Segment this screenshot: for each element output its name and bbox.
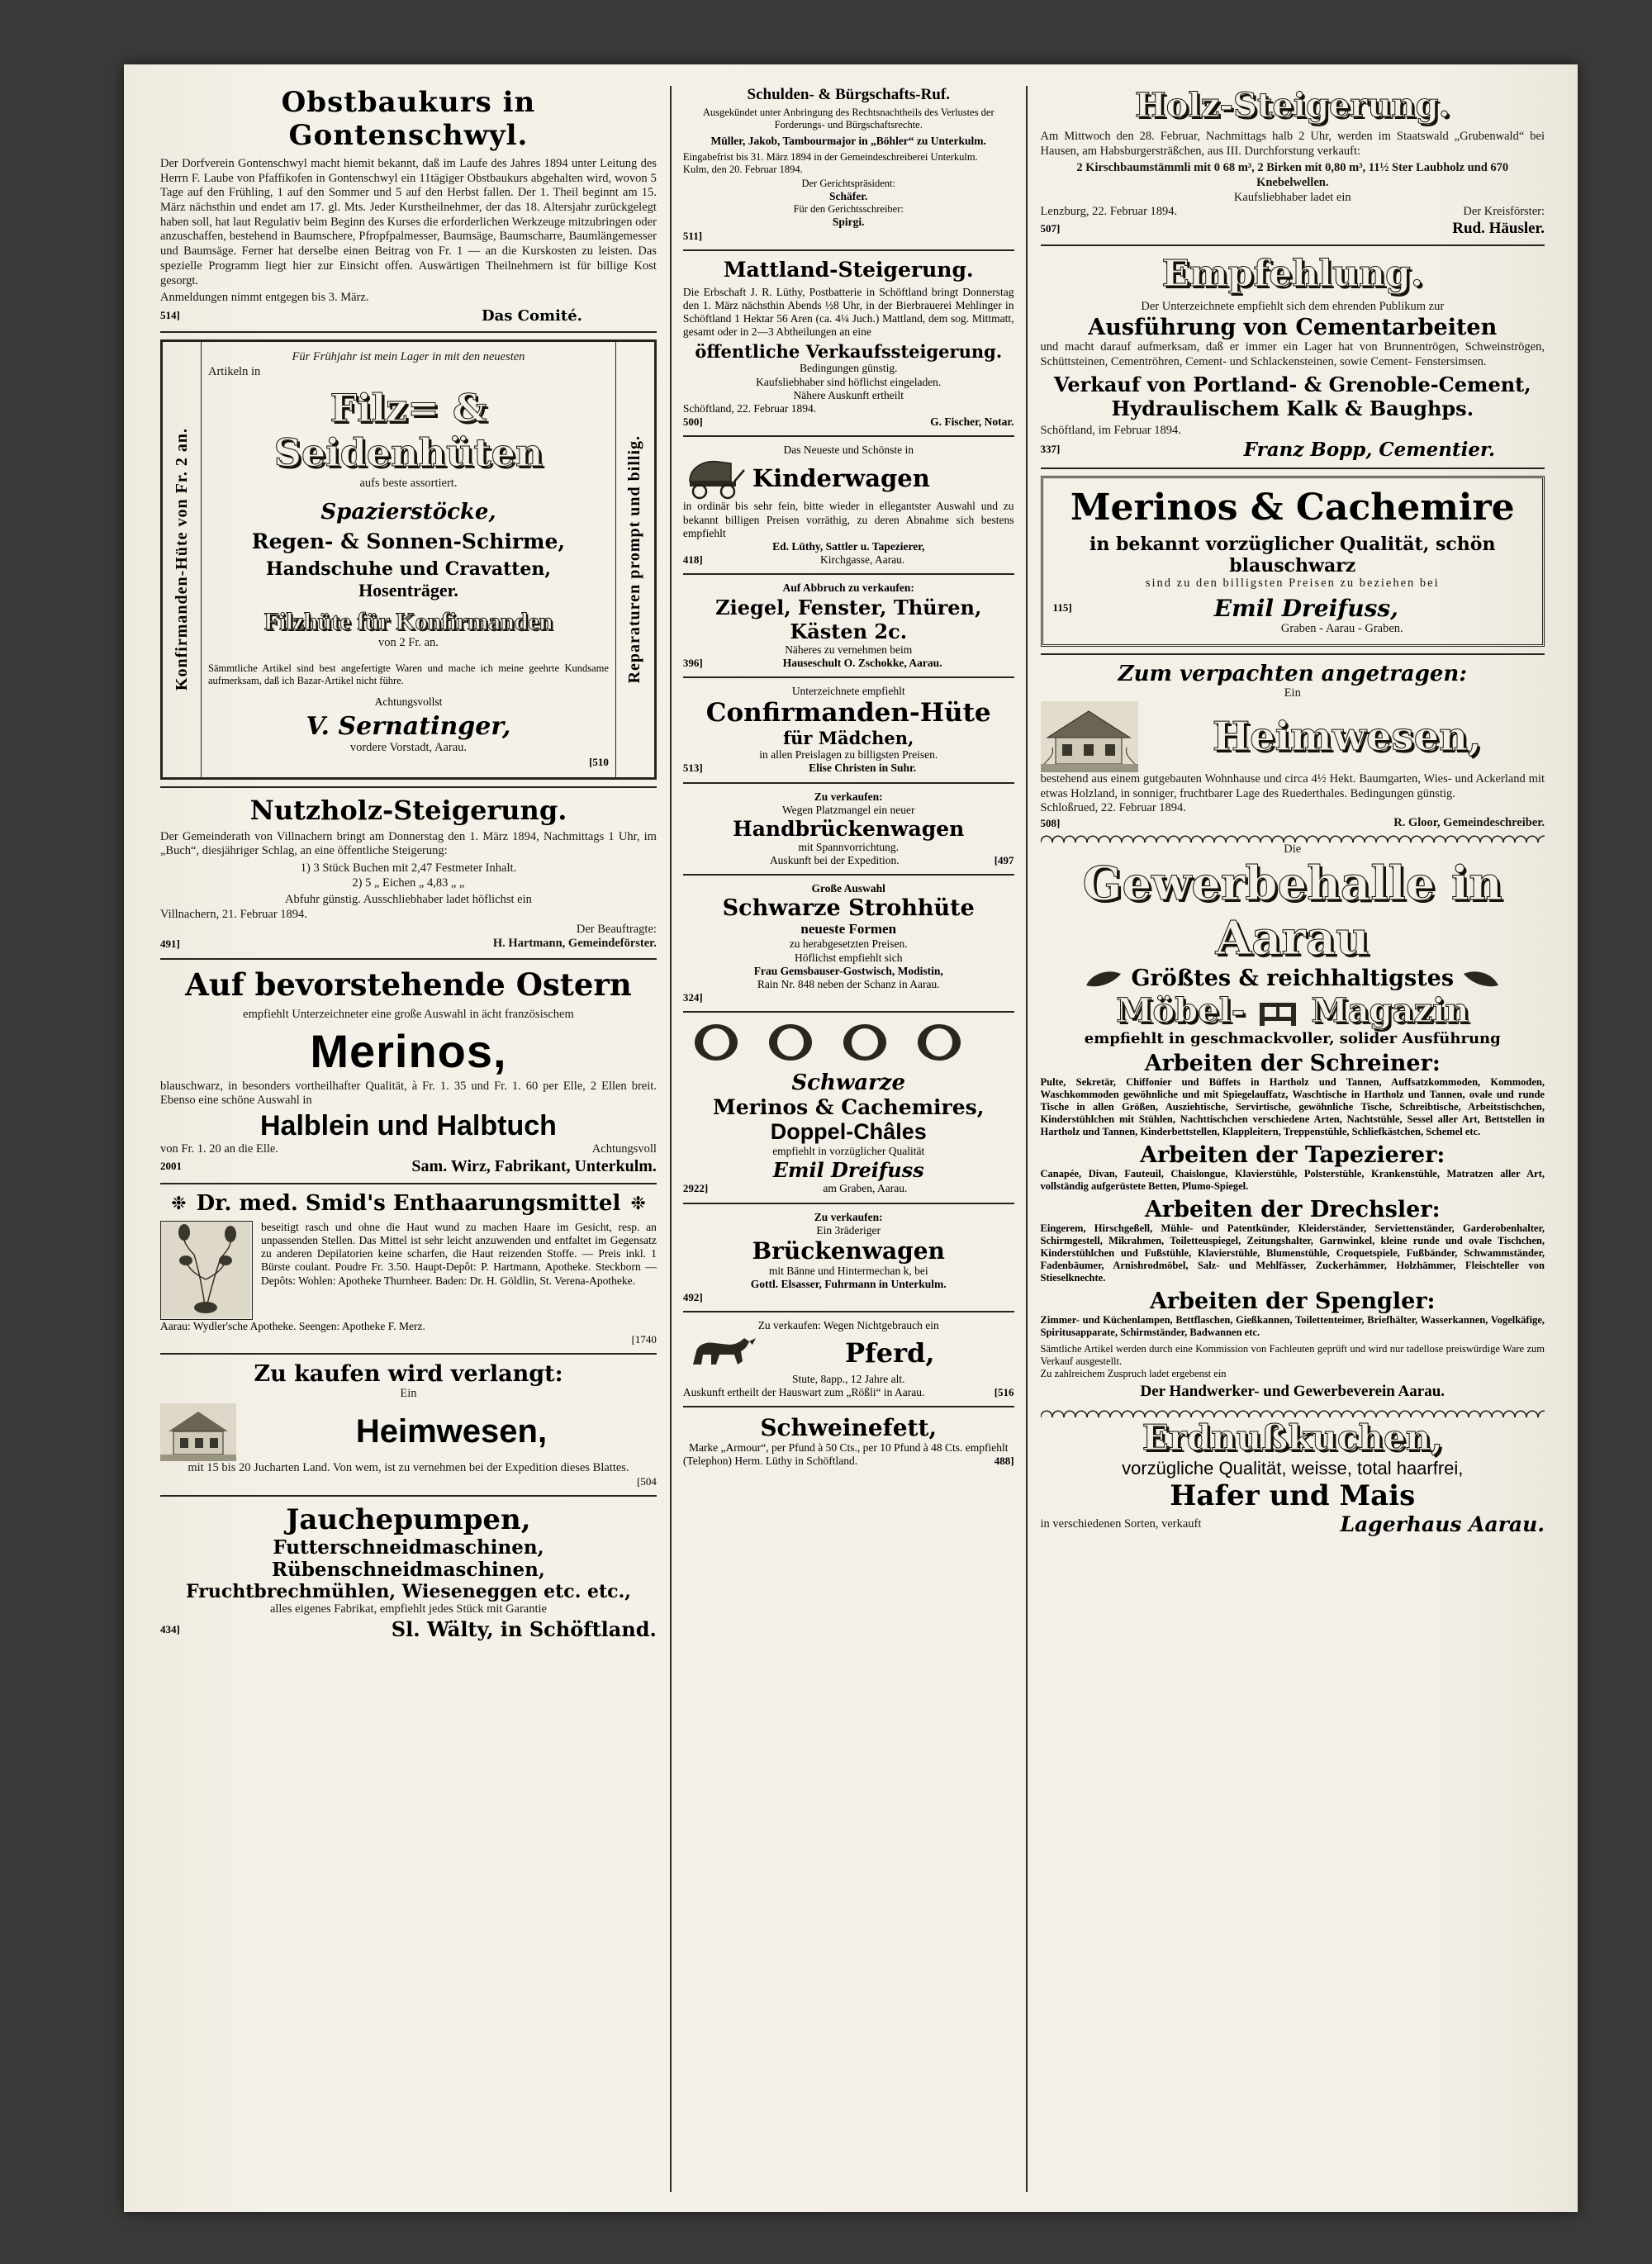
ad-sernatinger-hats [160, 339, 657, 780]
ad-line-2: (Telephon) Herm. Lüthy in Schöftland. [682, 1455, 858, 1468]
divider [683, 573, 1014, 575]
ad-advertiser-name: Emil Dreifuss, [1213, 594, 1398, 622]
ad-number: 492] [682, 1291, 703, 1304]
ad-item-5: Filzhüte für Konfirmanden [263, 607, 553, 635]
ad-headline: Heimwesen, [355, 1413, 548, 1450]
divider [1041, 468, 1545, 469]
ad-respect: Achtungsvoll [591, 1142, 657, 1156]
divider [683, 249, 1014, 251]
ad-line-3: alles eigenes Fabrikat, empfiehlt jedes Stück mit Garantie [269, 1602, 547, 1616]
ad-number: 511] [682, 229, 703, 242]
ad-section-title-4: Arbeiten der Spengler: [1149, 1289, 1436, 1315]
ad-headline: Handbrückenwagen [733, 816, 965, 841]
divider [683, 676, 1014, 678]
ad-title: Obstbaukurs in Gontenschwyl. [281, 86, 536, 152]
ad-signature: G. Fischer, Notar. [930, 415, 1014, 429]
ad-number: 434] [160, 1622, 180, 1635]
ad-condition-2: Kaufsliebhaber sind höflichst eingeladen. [756, 375, 942, 388]
ad-number: 2922] [682, 1182, 709, 1195]
column-1 [152, 86, 670, 2192]
ad-title: Zu kaufen wird verlangt: [254, 1360, 563, 1387]
ad-headline: Merinos & Cachemire [1070, 486, 1515, 529]
newspaper-page [124, 64, 1578, 2212]
ad-empfehlung-bopp [1041, 253, 1545, 461]
ad-headline: Kinderwagen [752, 464, 930, 493]
ad-place: Schöftland, 22. Februar 1894. [682, 401, 817, 415]
ad-title: Dr. med. Smid's Enthaarungsmittel [196, 1190, 621, 1216]
furniture-icon [1256, 996, 1299, 1026]
ad-headline: öffentliche Verkaufssteigerung. [695, 341, 1003, 363]
divider [1041, 653, 1545, 655]
ad-line-1: vorzügliche Qualität, weisse, total haarfrei, [1122, 1458, 1464, 1479]
ad-title: Empfehlung. [1161, 253, 1424, 296]
ad-line-2: für Mädchen, [783, 728, 914, 749]
wave-divider [1041, 831, 1545, 842]
ad-ein: Ein [400, 1386, 417, 1400]
ad-line-1: Das Neueste und Schönste in [783, 444, 914, 457]
ad-number: 418] [682, 553, 703, 567]
ad-headline-2: Hafer und Mais [1170, 1479, 1416, 1513]
herb-illustration-icon [161, 1222, 250, 1317]
ad-body: Der Dorfverein Gontenschwyl macht hiemit bekannt, daß im Laufe des Jahres 1894 unter Leitung des Herrn F. Laube von Pfaffikofen in Gontenschwyl ein 11tägiger Obstbaukurs abgehalten wird, wovon 5 Tage auf den Frühling, 1 auf den Sommer und 5 auf den Herbst fallen. Der 1. Theil beginnt am 15. März nächsthin und endet am 17. gl. Mts. Jeder Kurstheilnehmer, der das 18. Altersjahr zurückgelegt haben soll, hat laut Regulativ beim Beginn des Kurses die erforderlichen Werkzeuge mitzubringen oder anzuschaffen, bestehend in Baumschere, Pfropfpalmesser, Baumsäge, Baumscharre, Baumlängemesser und Baumsäge. Ferner hat derselbe einen Beitrag von Fr. 1 — an die Kurskosten zu leisten. Das spezielle Programm liegt hier zur Einsicht offen. Auswärtigen Theilnehmern ist für billige Kost gesorgt. [160, 157, 657, 287]
ad-line-1: Zu verkaufen: [814, 1210, 883, 1223]
ad-body: Der Gemeinderath von Villnachern bringt am Donnerstag den 1. März 1894, Nachmittags 1 Uhr, im „Buch“, diesjähriger Schlag, an eine öffentliche Steigerung: [160, 829, 657, 858]
ad-address: Kirchgasse, Aarau. [819, 553, 905, 567]
ad-title: Gewerbehalle in Aarau [1082, 857, 1502, 966]
ad-place: Kulm, den 20. Februar 1894. [682, 164, 803, 176]
ad-headline: Brückenwagen [752, 1236, 945, 1265]
ad-item-4: Hosenträger. [358, 579, 458, 600]
ad-erdnusskuchen [1041, 1417, 1545, 1536]
ad-number: 491] [160, 937, 180, 951]
ad-sign-role: Der Gerichtspräsident: [801, 178, 895, 190]
ad-item-2: Regen- & Sonnen-Schirme, [251, 529, 566, 553]
ad-line: empfiehlt Unterzeichneter eine große Auswahl in ächt französischem [243, 1008, 574, 1021]
divider [1041, 244, 1545, 246]
divider [160, 1353, 657, 1355]
ad-advertiser-name: Emil Dreifuss [772, 1158, 924, 1183]
ad-headline: Merinos, [310, 1024, 507, 1077]
ad-abbruch-verkauf [683, 581, 1014, 670]
ad-headline: Erdnußkuchen, [1142, 1417, 1443, 1459]
divider [683, 1011, 1014, 1013]
ad-line-1: Unterzeichnete empfiehlt [791, 684, 905, 697]
leaf-ornament-icon [1085, 969, 1123, 989]
ad-line-1: Zu verkaufen: Wegen Nichtgebrauch ein [757, 1319, 939, 1332]
ad-merinos-dreifuss-small [683, 1070, 1014, 1195]
ad-advertiser-name: Ed. Lüthy, Sattler u. Tapezierer, [772, 540, 925, 553]
ad-side-text-left: Konfirmanden-Hüte von Fr. 2 an. [172, 428, 191, 691]
ad-number: [516 [994, 1385, 1014, 1398]
ad-body: beseitigt rasch und ohne die Haut wund zu machen Haare im Gesicht, resp. an unpassenden Stellen. Das Mittel ist sehr leicht anzuwenden und entfaltet im Gegensatz zu anderen Depilatorien keine scharfen, die Haut reizenden Stoffe. — Preis inkl. 1 Bürste coulant. Poudre Fr. 3.50. Haupt-Depôt: P. Hartmann, Apotheke. Steckborn — Depôts: Wohlen: Apotheke Thurnheer. Baden: Dr. H. Göldlin, St. Verena-Apotheke. [261, 1220, 657, 1287]
ad-advertiser-name: Elise Christen in Suhr. [809, 762, 917, 775]
ad-subtitle: Größtes & reichhaltigstes [1131, 966, 1455, 992]
ad-number: [510 [589, 755, 609, 768]
ad-schweinefett [683, 1414, 1014, 1468]
ad-title: Mattland-Steigerung. [723, 257, 974, 282]
ad-title: Nutzholz-Steigerung. [249, 794, 567, 826]
ad-body-2: Aarau: Wydler'sche Apotheke. Seengen: Apotheke F. Merz. [160, 1319, 425, 1332]
ad-headline: Ausführung von Cementarbeiten [1088, 314, 1498, 340]
house-illustration-icon [160, 1403, 236, 1461]
ad-closing: Anmeldungen nimmt entgegen bis 3. März. [160, 291, 369, 305]
ad-line-4: Auskunft bei der Expedition. [769, 854, 900, 867]
ad-headline: Merinos & Cachemires, [713, 1095, 985, 1120]
ad-item-1: Spazierstöcke, [320, 499, 496, 524]
ad-item-6: von 2 Fr. an. [378, 635, 439, 649]
ad-word-2: Magazin [1311, 991, 1469, 1031]
ad-condition-1: Bedingungen günstig. [799, 362, 898, 375]
ad-kinderwagen [683, 444, 1014, 567]
ad-title: Holz-Steigerung. [1134, 86, 1450, 125]
ad-body: Am Mittwoch den 28. Februar, Nachmittags halb 2 Uhr, werden im Staatswald „Grubenwald“ bei Hausen, am Habsburgersträßchen, aus III. Durchforstung verkauft: [1040, 130, 1545, 158]
ad-line-2: Hydraulischem Kalk & Baughps. [1111, 396, 1474, 421]
ad-note-1: Sämtliche Artikel werden durch eine Kommission von Fachleuten geprüft und wird nur tadellose preiswürdige Ware zum Verkauf ausgestellt. [1040, 1343, 1545, 1368]
ad-line-3: empfiehlt in geschmackvoller, solider Ausführung [1084, 1030, 1501, 1048]
ad-note-2: Zu zahlreichem Zuspruch ladet ergebenst ein [1040, 1368, 1227, 1380]
ad-section-body-3: Eingerem, Hirschgeßell, Mühle- und Patentkünder, Kleiderständer, Serviettenständer, Garderobenhalter, Schirmgestell, Mikrahmen, Toiletteuspiegel, Zeitungshalter, Garnwinkel, kleine runde und ovale Tischchen, Kinderstühlchen und Fußstühle, Klavierstühle, Blumenstühle, Croquetspiele, Fußbänder, Schwammständer, Fadenbäumer, Arnishrodmöbel, Salz- und Mehlfässer, Zuckerhämmer, Holzhämmer, Fleischteller von Stieselknechte. [1040, 1222, 1545, 1284]
ad-heimwesen-verpachten [1041, 662, 1545, 830]
ad-place: Villnachern, 21. Februar 1894. [160, 907, 307, 921]
ad-jauchepumpen [160, 1503, 657, 1641]
ad-brueckenwagen [683, 1211, 1014, 1305]
ad-number: 2001 [160, 1160, 182, 1173]
ad-sign-name-2: Spirgi. [832, 216, 865, 229]
ad-headline-2: Halblein und Halbtuch [260, 1110, 557, 1142]
ad-heimwesen-kaufen [160, 1361, 657, 1488]
ad-number: 488] [994, 1455, 1014, 1468]
flower-icon: ❉ [171, 1192, 187, 1213]
ad-advertiser-name: Hauseschult O. Zschokke, Aarau. [782, 656, 942, 669]
ad-address: Graben - Aarau - Graben. [1280, 621, 1403, 635]
ad-line-1: in bekannt vorzüglicher Qualität, schön blauschwarz [1089, 533, 1496, 577]
ad-strohhuete [683, 882, 1014, 1004]
ad-body: in ordinär bis sehr fein, bitte wieder in ellegantster Auswahl und zu bekannt billigen Preisen vorräthig, zu deren Abnahme sich bestens empfiehlt [682, 500, 1014, 539]
ad-handbrueckenwagen [683, 790, 1014, 868]
ad-number: 508] [1040, 816, 1061, 829]
ad-sign-role: Der Kreisförster: [1463, 205, 1545, 219]
ad-note: Kaufsliebhaber ladet ein [1233, 190, 1351, 204]
ad-line-1: Futterschneidmaschinen, Rübenschneidmaschinen, [272, 1536, 545, 1582]
ad-headline: Schweinefett, [760, 1413, 938, 1441]
ad-number: [1740 [631, 1332, 657, 1346]
ad-headline: Filz= & Seidenhüten [273, 386, 544, 476]
ad-nutzholz-steigerung [160, 795, 657, 952]
ad-line-2: Stute, 8app., 12 Jahre alt. [791, 1372, 905, 1385]
ad-address: Rain Nr. 848 neben der Schanz in Aarau. [757, 978, 940, 990]
ad-line-2: in verschiedenen Sorten, verkauft [1040, 1517, 1202, 1531]
wave-divider [1041, 1406, 1545, 1417]
ad-number: 396] [682, 656, 703, 669]
ad-signature: Das Comité. [482, 306, 582, 325]
ad-body: Näheres zu vernehmen beim [785, 643, 913, 656]
divider [160, 958, 657, 960]
ad-line-3: in allen Preislagen zu billigsten Preisen. [759, 748, 938, 762]
flower-icon: ❉ [630, 1192, 646, 1213]
ad-line-2: sind zu den billigsten Preisen zu beziehen bei [1145, 576, 1440, 590]
ad-section-body-2: Canapée, Divan, Fauteuil, Chaislongue, Klavierstühle, Polsterstühle, Krankenstühle, Matratzen aller Art, vollständig aufgerüstete Betten, Plumo-Spiegel. [1040, 1168, 1545, 1193]
divider [683, 874, 1014, 876]
ornament-band [683, 1019, 1014, 1066]
ad-line-1: Für Frühjahr ist mein Lager in mit den neuesten [292, 349, 525, 363]
divider [683, 782, 1014, 784]
ad-section-body-1: Pulte, Sekretär, Chiffonier und Büffets in Hartholz und Tannen, Auffsatzkommoden, Kommoden, Waschkommoden gewöhnliche und mit Spiegelauffatz, Waschtische in Hartholz und Tannen, ovale und runde Tische in allen Größen, Ausziehtische, Servirtische, gewöhnliche Tische, Schreibtische, Arbeitstischchen, Kinderstühlchen mit Stühlen, Nachttischchen verschiedene Arten, Nachtstühle, Sessel aller Art, Bettstellen in Hartholz und Tannen, Kinderbettstellen, Klappleitern, Treppenstühle, Schliefkästchen, Schemel etc. [1040, 1076, 1545, 1138]
ad-confirmanden-huete [683, 685, 1014, 776]
ad-headline-2: Doppel-Châles [770, 1119, 927, 1145]
ad-note: Abfuhr günstig. Ausschliebhaber ladet höflichst ein [285, 893, 532, 907]
ad-line-3: mit Spannvorrichtung. [798, 840, 899, 853]
ad-headline: Pferd, [844, 1336, 935, 1369]
ad-enthaarungsmittel [160, 1191, 657, 1346]
divider [683, 1406, 1014, 1407]
ad-number: [504 [637, 1475, 657, 1488]
ad-body-2: und macht darauf aufmerksam, daß er immer ein Lager hat von Brunnentrögen, Schweinströgen, Schüttsteinen, Cementröhren, Cement- und Schlackensteinen, sowie Cement- Fenstersimsen. [1040, 339, 1545, 368]
ad-pferd [683, 1319, 1014, 1399]
ad-item-3: Handschuhe und Cravatten, [265, 558, 552, 580]
ad-holz-steigerung [1041, 86, 1545, 238]
ad-line-0: Die [1284, 842, 1302, 856]
pram-illustration-icon [683, 457, 748, 500]
ad-sign-2: H. Hartmann, Gemeindeförster. [492, 937, 657, 951]
farmhouse-illustration-icon [1041, 701, 1138, 772]
ad-line-1: Auf Abbruch zu verkaufen: [782, 581, 914, 595]
ad-place: Schloßrued, 22. Februar 1894. [1040, 801, 1186, 815]
ad-debtor: Müller, Jakob, Tambourmajor in „Böhler“ zu Unterkulm. [710, 135, 986, 147]
divider [160, 1495, 657, 1497]
ad-line-2: Artikeln in [208, 364, 261, 378]
ad-illustration [160, 1221, 253, 1320]
ad-line-3: Auskunft ertheilt der Hauswart zum „Rößli“ in Aarau. [682, 1385, 925, 1398]
ad-number: 115] [1052, 601, 1072, 615]
column-2 [670, 86, 1028, 2192]
ad-line-1: Zum verpachten angetragen: [1118, 662, 1467, 687]
ad-address: vordere Vorstadt, Aarau. [349, 740, 468, 754]
ad-headline: Schwarze Strohhüte [722, 895, 975, 922]
ad-note: Sämmtliche Artikel sind best angefertigte Waren und mache ich meine geehrte Kundsame aufmerksam, daß ich Bazar-Artikel nicht führe. [208, 662, 609, 686]
ad-line-1: Schwarze [791, 1070, 906, 1096]
ad-number: 513] [682, 762, 703, 775]
column-3 [1028, 86, 1553, 2192]
ad-condition-3: Nähere Auskunft ertheilt [793, 388, 904, 401]
ad-place: Lenzburg, 22. Februar 1894. [1040, 205, 1178, 219]
ad-subline: aufs beste assortiert. [359, 477, 458, 491]
ad-advertiser-name: Sl. Wälty, in Schöftland. [391, 1617, 657, 1641]
ad-number: 500] [682, 415, 703, 429]
horse-illustration-icon [683, 1333, 759, 1373]
ad-line-3: mit Bänne und Hintermechan k, bei [768, 1264, 928, 1277]
ad-side-text-right: Reparaturen prompt und billig. [625, 434, 644, 684]
ad-line-2: neueste Formen [800, 921, 897, 937]
ad-respect: Achtungsvollst [374, 695, 443, 708]
ad-item-2: 2) 5 „ Eichen „ 4,83 „ „ [352, 876, 465, 890]
ad-title: Auf bevorstehende Ostern [185, 966, 632, 1003]
ad-quality-1: blauschwarz, in besonders vortheilhafter Qualität, à Fr. 1. 35 und Fr. 1. 60 per Elle, 2 Ellen breit. Ebenso eine schöne Auswahl in [160, 1079, 657, 1108]
ad-deadline: Eingabefrist bis 31. März 1894 in der Gemeindeschreiberei Unterkulm. [682, 151, 978, 164]
ad-line-1: Zu verkaufen: [814, 790, 883, 803]
ad-title: Schulden- & Bürgschafts-Ruf. [747, 86, 950, 103]
ad-line: mit 15 bis 20 Jucharten Land. Von wem, ist zu vernehmen bei der Expedition dieses Blattes. [188, 1460, 629, 1474]
ad-headline: Ziegel, Fenster, Thüren, Kästen 2c. [715, 595, 982, 643]
ad-advertiser-name: Lagerhaus Aarau. [1340, 1512, 1545, 1537]
ad-body: bestehend aus einem gutgebauten Wohnhause und circa 4½ Hekt. Baumgarten, Wies- und Ackerland mit etwas Holzland, in sonniger, fruchtbarer Lage des Ruederthales. Bedingungen günstig. [1040, 771, 1545, 800]
ad-line-2: Ein 3räderiger [816, 1223, 881, 1236]
ad-line-2: Fruchtbrechmühlen, Wieseneggen etc. etc., [186, 1581, 631, 1603]
ad-advertiser-name: Franz Bopp, Cementier. [1243, 438, 1495, 461]
ad-line-2: Wegen Platzmangel ein neuer [781, 803, 915, 816]
ad-section-title-1: Arbeiten der Schreiner: [1144, 1051, 1441, 1077]
columns-container [152, 86, 1553, 2192]
ad-sign-1: Der Beauftragte: [576, 922, 657, 936]
ad-number: [497 [994, 854, 1014, 867]
ad-advertiser-name: Gottl. Elsasser, Fuhrmann in Unterkulm. [750, 1278, 947, 1291]
divider [160, 1183, 657, 1184]
ad-line-1: Große Auswahl [811, 882, 885, 895]
ad-item-1: 1) 3 Stück Buchen mit 2,47 Festmeter Inhalt. [300, 861, 517, 875]
ad-address: am Graben, Aarau. [823, 1182, 908, 1195]
ad-merinos-cachemire-dreifuss [1041, 476, 1545, 647]
ad-gewerbehalle-aarau [1041, 842, 1545, 1402]
divider [683, 435, 1014, 437]
ad-line-2: empfiehlt in vorzüglicher Qualität [772, 1145, 925, 1158]
divider [160, 331, 657, 333]
leaf-ornament-icon [1462, 969, 1500, 989]
divider [683, 1311, 1014, 1312]
ad-line-3: zu herabgesetzten Preisen. [789, 937, 908, 951]
ad-number: 337] [1040, 443, 1061, 456]
ad-schuldenruf [683, 86, 1014, 243]
ad-sign-role-2: Für den Gerichtsschreiber: [793, 203, 904, 216]
ad-line-1: Marke „Armour“, per Pfund à 50 Cts., per 10 Pfund à 48 Cts. empfiehlt [688, 1441, 1009, 1454]
ad-obstbaukurs [160, 86, 657, 325]
ad-items: 2 Kirschbaumstämmli mit 0 68 m³, 2 Birken mit 0,80 m³, 11½ Ster Laubholz und 670 Knebelwellen. [1076, 161, 1509, 190]
ad-advertiser-name: Frau Gemsbauser-Gostwisch, Modistin, [753, 964, 943, 977]
ad-advertiser-name: V. Sernatinger, [306, 711, 511, 741]
ad-number: 514] [160, 309, 180, 322]
ad-merinos-wirz [160, 966, 657, 1176]
ad-line-4: Höflichst empfiehlt sich [794, 951, 903, 964]
ad-place: Schöftland, im Februar 1894. [1040, 424, 1181, 438]
ad-section-title-2: Arbeiten der Tapezierer: [1140, 1142, 1446, 1169]
ad-advertiser-name: R. Gloor, Gemeindeschreiber. [1393, 816, 1545, 829]
ad-body: Die Erbschaft J. R. Lüthy, Postbatterie in Schöftland bringt Donnerstag den 1. März nächsthin Abends ½8 Uhr, in der Bierbrauerei Mehlinger in Schöftland 1 Hektar 56 Aren (ca. 4¼ Juch.) Mattland, dem sog. Mittmatt, gesamt oder in 2—3 Abtheilungen an eine [682, 285, 1014, 339]
ad-mattland-steigerung [683, 258, 1014, 430]
ad-quality-2: von Fr. 1. 20 an die Elle. [160, 1142, 278, 1156]
ad-number: 324] [682, 991, 703, 1004]
divider [683, 1203, 1014, 1204]
ad-headline: Heimwesen, [1212, 713, 1482, 760]
ad-line-1: Verkauf von Portland- & Grenoble-Cement, [1053, 373, 1531, 397]
ad-word-1: Möbel- [1116, 991, 1246, 1031]
ad-line-2: Ein [1284, 686, 1301, 700]
ad-subtitle: Ausgekündet unter Anbringung des Rechtsnachtheils des Verlustes der Forderungs- und Bürgschaftsrechte. [702, 107, 995, 131]
ad-headline: Confirmanden-Hüte [705, 698, 991, 729]
ad-headline: Jauchepumpen, [286, 1503, 531, 1537]
ad-section-body-4: Zimmer- und Küchenlampen, Bettflaschen, Gießkannen, Toilettenteimer, Briefhälter, Wasserkannen, Vogelkäfige, Spiritusapparate, Schirmständer, Badwannen etc. [1040, 1314, 1545, 1339]
ad-signature: Der Handwerker- und Gewerbeverein Aarau. [1140, 1383, 1446, 1401]
ad-advertiser-name: Sam. Wirz, Fabrikant, Unterkulm. [411, 1156, 657, 1175]
ad-body: Der Unterzeichnete empfiehlt sich dem ehrenden Publikum zur [1141, 300, 1445, 314]
ad-section-title-3: Arbeiten der Drechsler: [1144, 1197, 1441, 1223]
ad-number: 507] [1040, 222, 1061, 235]
divider [160, 786, 657, 788]
ad-sign-name: Schäfer. [829, 190, 868, 203]
ad-sign-name: Rud. Häusler. [1452, 220, 1545, 238]
